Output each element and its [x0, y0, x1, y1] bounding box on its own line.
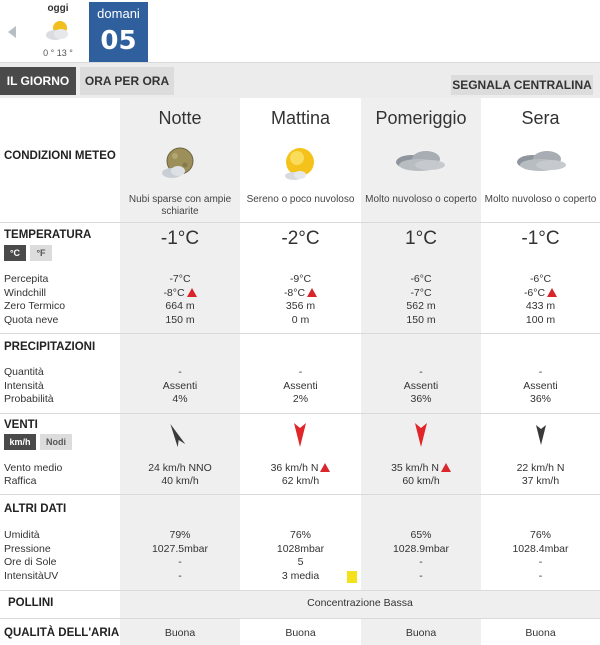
windchill-notte: [120, 287, 240, 301]
unit-celsius-toggle[interactable]: °C: [4, 245, 26, 261]
precip-prob-sera: 36%: [529, 393, 551, 405]
day-today-name: oggi: [47, 3, 69, 14]
precip-intensity-mattina: Assenti: [283, 379, 318, 392]
precip-qty-mattina: -: [298, 366, 303, 378]
windchill-mattina: [240, 287, 361, 301]
period-desc-mattina: Sereno o poco nuvoloso: [246, 194, 355, 205]
warning-icon: [187, 288, 197, 297]
unit-kmh-toggle[interactable]: km/h: [4, 434, 36, 450]
snow-sera: 100 m: [525, 313, 556, 326]
precip-prob-mattina: 2%: [292, 393, 309, 405]
pressure-mattina: 1028mbar: [276, 542, 325, 555]
precip-intensity-pomeriggio: Assenti: [403, 379, 439, 392]
uv-mattina: 3 media: [281, 569, 320, 582]
report-station-button[interactable]: SEGNALA CENTRALINA: [451, 75, 593, 95]
precip-qty-notte: -: [178, 366, 182, 378]
precip-prob-pomeriggio: 36%: [410, 393, 432, 405]
wind-direction-arrow-icon: [411, 419, 431, 449]
wind-avg-label: Vento medio: [4, 461, 63, 474]
wind-avg-value: 36 km/h N: [270, 461, 319, 474]
sun-pomeriggio: -: [419, 556, 423, 568]
perceived-pomeriggio: -6°C: [410, 273, 432, 285]
wind-label: VENTI: [4, 419, 38, 431]
sun-icon: [278, 144, 322, 184]
warning-icon: [307, 288, 317, 297]
air-sera: Buona: [525, 627, 556, 639]
humidity-mattina: 76%: [289, 529, 311, 541]
uv-label: IntensitàUV: [4, 569, 59, 582]
precip-qty-label: Quantità: [4, 366, 44, 378]
wind-avg-mattina: [240, 462, 361, 476]
humidity-pomeriggio: 65%: [410, 529, 432, 541]
period-name-sera: Sera: [521, 108, 560, 128]
period-desc-sera: Molto nuvoloso o coperto: [484, 194, 597, 205]
wind-gust-pomeriggio: 60 km/h: [402, 475, 440, 487]
tab-ora-per-ora[interactable]: ORA PER ORA: [80, 67, 174, 95]
freezing-level-label: Zero Termico: [4, 300, 66, 312]
air-quality-label: QUALITÀ DELL'ARIA: [4, 627, 120, 639]
divider: [0, 413, 600, 414]
perceived-sera: -6°C: [529, 273, 552, 285]
unit-fahrenheit-toggle[interactable]: °F: [30, 245, 52, 261]
divider: [0, 618, 600, 619]
sun-sera: -: [538, 556, 543, 568]
humidity-notte: 79%: [169, 529, 191, 541]
day-selector: [0, 0, 600, 62]
uv-sera: -: [538, 569, 543, 582]
period-name-mattina: Mattina: [270, 108, 331, 128]
day-tomorrow-name: domani: [97, 6, 140, 21]
divider: [0, 333, 600, 334]
freezing-notte: 664 m: [165, 300, 195, 312]
day-today-range: 0 ° 13 °: [43, 48, 73, 58]
freezing-pomeriggio: 562 m: [406, 300, 436, 312]
period-name-pomeriggio: Pomeriggio: [375, 108, 467, 128]
forecast-grid: [0, 98, 600, 645]
pollen-label: POLLINI: [8, 597, 54, 609]
precip-qty-sera: -: [538, 366, 543, 378]
perceived-notte: -7°C: [169, 273, 191, 285]
temperature-label: TEMPERATURA: [4, 229, 92, 241]
windchill-value: -8°C: [283, 286, 306, 299]
humidity-sera: 76%: [529, 529, 551, 541]
warning-icon: [320, 463, 330, 472]
wind-avg-sera: 22 km/h N: [516, 461, 565, 474]
precip-qty-pomeriggio: -: [419, 366, 423, 378]
pollen-value: Concentrazione Bassa: [307, 597, 413, 609]
wind-avg-pomeriggio: [361, 462, 481, 476]
precip-prob-notte: 4%: [172, 393, 188, 405]
unit-knots-toggle[interactable]: Nodi: [40, 434, 72, 450]
precip-intensity-sera: Assenti: [523, 379, 558, 392]
perceived-label: Percepita: [4, 273, 49, 285]
tab-il-giorno[interactable]: IL GIORNO: [0, 67, 76, 95]
day-tomorrow[interactable]: [89, 2, 148, 62]
wind-gust-mattina: 62 km/h: [281, 475, 320, 487]
windchill-pomeriggio: -7°C: [410, 286, 432, 299]
snow-notte: 150 m: [165, 313, 195, 326]
moon-cloud-icon: [158, 144, 200, 184]
period-desc-notte: Nubi sparse con ampie schiarite: [128, 194, 232, 217]
period-desc-pomeriggio: Molto nuvoloso o coperto: [365, 194, 477, 205]
temperature-notte: -1°C: [160, 228, 200, 249]
day-today[interactable]: [32, 2, 84, 60]
snow-pomeriggio: 150 m: [406, 313, 436, 326]
precipitation-label: PRECIPITAZIONI: [4, 341, 96, 353]
temperature-sera: -1°C: [521, 228, 560, 249]
day-tomorrow-number: 05: [100, 26, 137, 56]
temperature-mattina: -2°C: [281, 228, 320, 249]
cloud-icon: [390, 146, 450, 176]
snow-level-label: Quota neve: [4, 313, 59, 326]
wind-direction-arrow-icon: [531, 421, 551, 447]
warning-icon: [441, 463, 451, 472]
divider: [0, 494, 600, 495]
divider: [0, 222, 600, 223]
air-pomeriggio: Buona: [405, 627, 437, 639]
windchill-sera: [481, 287, 600, 301]
warning-icon: [547, 288, 557, 297]
snow-mattina: 0 m: [291, 313, 310, 326]
precip-intensity-label: Intensità: [4, 379, 44, 392]
pressure-notte: 1027.5mbar: [151, 542, 209, 555]
wind-direction-arrow-icon: [290, 419, 310, 449]
freezing-sera: 433 m: [525, 300, 556, 312]
pressure-label: Pressione: [4, 542, 51, 555]
previous-day-arrow-icon[interactable]: [6, 24, 20, 38]
view-tabs: [0, 62, 600, 98]
uv-level-indicator: [347, 571, 357, 583]
period-name-notte: Notte: [158, 108, 202, 128]
wind-direction-arrow-icon: [168, 421, 188, 449]
temperature-pomeriggio: 1°C: [405, 228, 437, 249]
wind-avg-notte: 24 km/h NNO: [148, 461, 212, 474]
uv-pomeriggio: -: [419, 569, 423, 582]
wind-avg-value: 35 km/h N: [391, 461, 439, 474]
sun-mattina: 5: [297, 556, 304, 568]
sun-notte: -: [178, 556, 182, 568]
windchill-value: -6°C: [523, 286, 546, 299]
conditions-label: CONDIZIONI METEO: [4, 150, 116, 162]
pressure-pomeriggio: 1028.9mbar: [392, 542, 450, 555]
wind-gust-label: Raffica: [4, 475, 37, 487]
precip-prob-label: Probabilità: [4, 393, 54, 405]
sun-hours-label: Ore di Sole: [4, 556, 57, 568]
wind-gust-notte: 40 km/h: [161, 475, 199, 487]
partly-cloudy-sun-icon: [42, 16, 74, 46]
humidity-label: Umidità: [4, 529, 40, 541]
wind-gust-sera: 37 km/h: [521, 475, 560, 487]
pressure-sera: 1028.4mbar: [512, 542, 569, 555]
freezing-mattina: 356 m: [285, 300, 316, 312]
windchill-value: -8°C: [163, 286, 185, 299]
uv-notte: -: [178, 569, 182, 582]
cloud-icon: [511, 146, 571, 176]
windchill-label: Windchill: [4, 286, 47, 299]
other-data-label: ALTRI DATI: [4, 503, 67, 515]
air-notte: Buona: [164, 627, 196, 639]
air-mattina: Buona: [285, 627, 316, 639]
precip-intensity-notte: Assenti: [162, 379, 198, 392]
perceived-mattina: -9°C: [289, 273, 312, 285]
